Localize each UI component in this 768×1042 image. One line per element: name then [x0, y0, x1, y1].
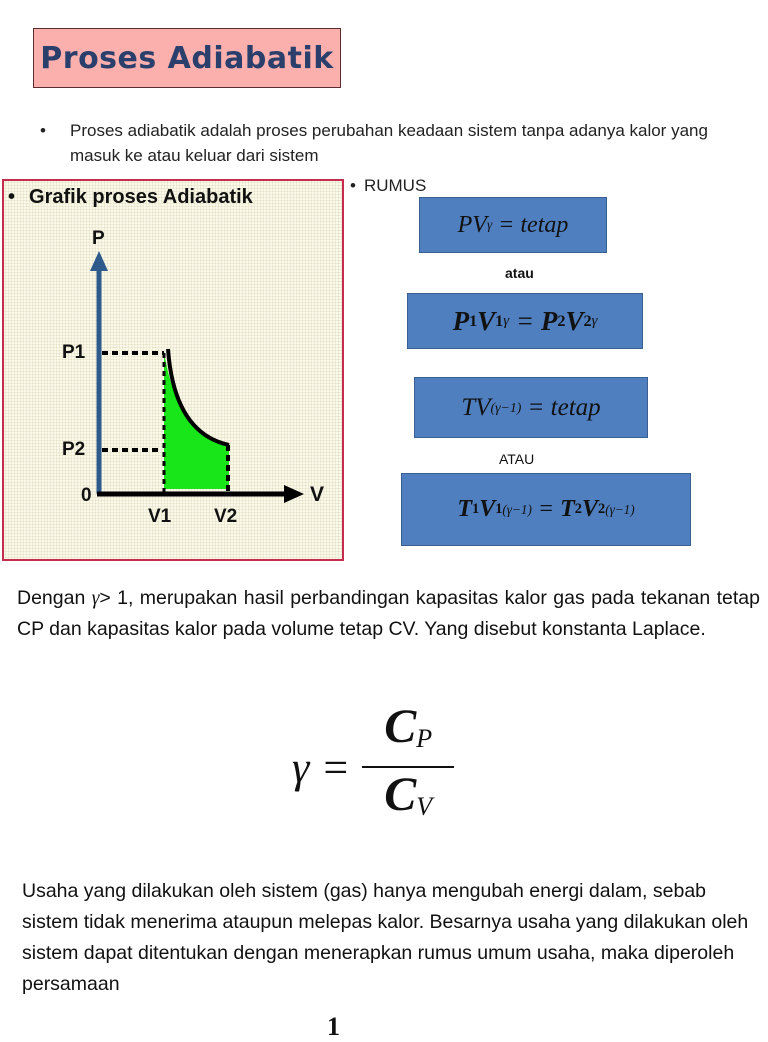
laplace-paragraph: Dengan γ> 1, merupakan hasil perbandingan kapasitas kalor gas pada tekanan tetap CP dan kapasitas kalor pada volume tetap CV. Yang disebut konstanta Laplace. — [17, 587, 760, 640]
tick-label-v1: V1 — [148, 506, 172, 527]
connector-atau: atau — [505, 265, 534, 281]
gamma-symbol: γ — [91, 588, 100, 609]
title-box — [33, 28, 341, 88]
numerator: $C_P$ — [384, 699, 433, 753]
work-paragraph: Usaha yang dilakukan oleh sistem (gas) hanya mengubah energi dalam, sebab sistem tidak menerima ataupun melepas kalor. Besarnya usaha yang dilakukan oleh sistem dapat ditentukan dengan menerapkan rumus umum usaha, maka diperoleh persamaan — [22, 880, 749, 995]
p-axis-arrow-icon — [90, 251, 108, 271]
tick-label-p1: P1 — [62, 342, 86, 363]
tick-label-p2: P2 — [62, 439, 86, 460]
formula-tv-gamma: TV (γ−1) = tetap — [414, 377, 648, 438]
page-title: Proses Adiabatik — [40, 40, 334, 76]
formula-p1v1-p2v2: P 1 V 1 γ = P 2 V 2 γ — [407, 293, 643, 349]
formula-pv-gamma: PV γ = tetap — [419, 197, 607, 253]
denominator: $C_V$ — [384, 768, 433, 822]
gamma-equation: γ = $\frac{C_P}{C_V}$ — [292, 712, 454, 822]
rumus-label: • RUMUS — [350, 176, 427, 195]
next-equation-fragment: 1 — [327, 1012, 340, 1041]
work-area — [164, 351, 229, 489]
formula-t1v1-t2v2: T 1 V 1 (γ−1) = T 2 V 2 (γ−1) — [401, 473, 691, 546]
bullet-icon: • — [40, 121, 46, 140]
pv-diagram — [2, 179, 344, 561]
intro-text: Proses adiabatik adalah proses perubahan keadaan sistem tanpa adanya kalor yang masuk ke atau keluar dari sistem — [70, 121, 708, 165]
graph-title: • Grafik proses Adiabatik — [8, 186, 253, 208]
intro-bullet — [40, 118, 740, 168]
v-axis-arrow-icon — [284, 485, 304, 503]
axis-label-v: V — [310, 483, 325, 506]
connector-atau-upper: ATAU — [499, 451, 535, 467]
tick-label-v2: V2 — [214, 506, 238, 527]
axis-label-p: P — [92, 228, 105, 249]
origin-label: 0 — [81, 485, 92, 506]
